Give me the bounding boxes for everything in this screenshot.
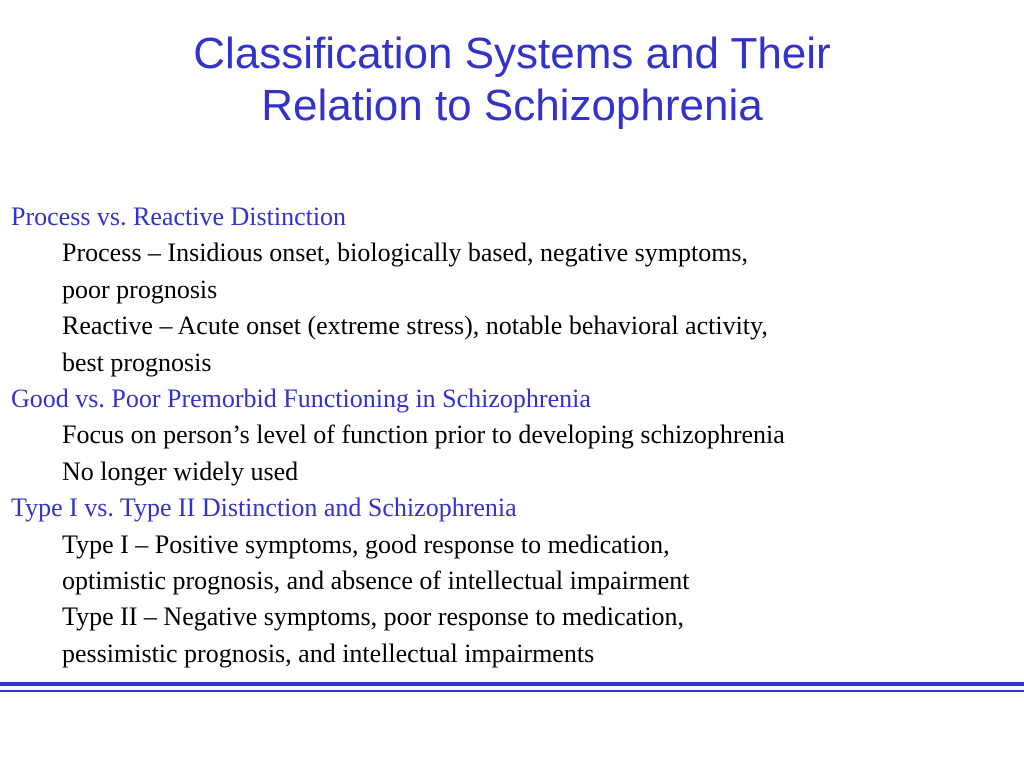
section-line: optimistic prognosis, and absence of intellectual impairment [62,566,690,596]
slide-title-line: Classification Systems and Their [193,29,831,78]
section-line: Process – Insidious onset, biologically based, negative symptoms, [62,238,749,268]
section-line: Type II – Negative symptoms, poor response to medication, [62,602,685,632]
footer-divider-thin [0,690,1024,692]
section-premorbid-functioning [11,381,1021,490]
slide-body [11,199,1021,672]
slide-title [0,28,1024,132]
section-heading: Good vs. Poor Premorbid Functioning in Schizophrenia [11,384,591,414]
section-process-reactive [11,199,1021,381]
section-heading: Type I vs. Type II Distinction and Schizophrenia [11,493,517,523]
section-line: Type I – Positive symptoms, good response to medication, [62,529,670,559]
section-line: best prognosis [62,347,212,377]
footer-divider-thick [0,682,1024,686]
section-line: Reactive – Acute onset (extreme stress), notable behavioral activity, [62,311,768,341]
slide-title-line: Relation to Schizophrenia [261,81,763,130]
section-heading: Process vs. Reactive Distinction [11,202,347,231]
section-line: Focus on person’s level of function prior to developing schizophrenia [62,420,785,450]
section-line: No longer widely used [62,456,299,486]
section-line: poor prognosis [62,274,218,304]
section-type-distinction [11,490,1021,672]
section-line: pessimistic prognosis, and intellectual impairments [62,638,595,668]
